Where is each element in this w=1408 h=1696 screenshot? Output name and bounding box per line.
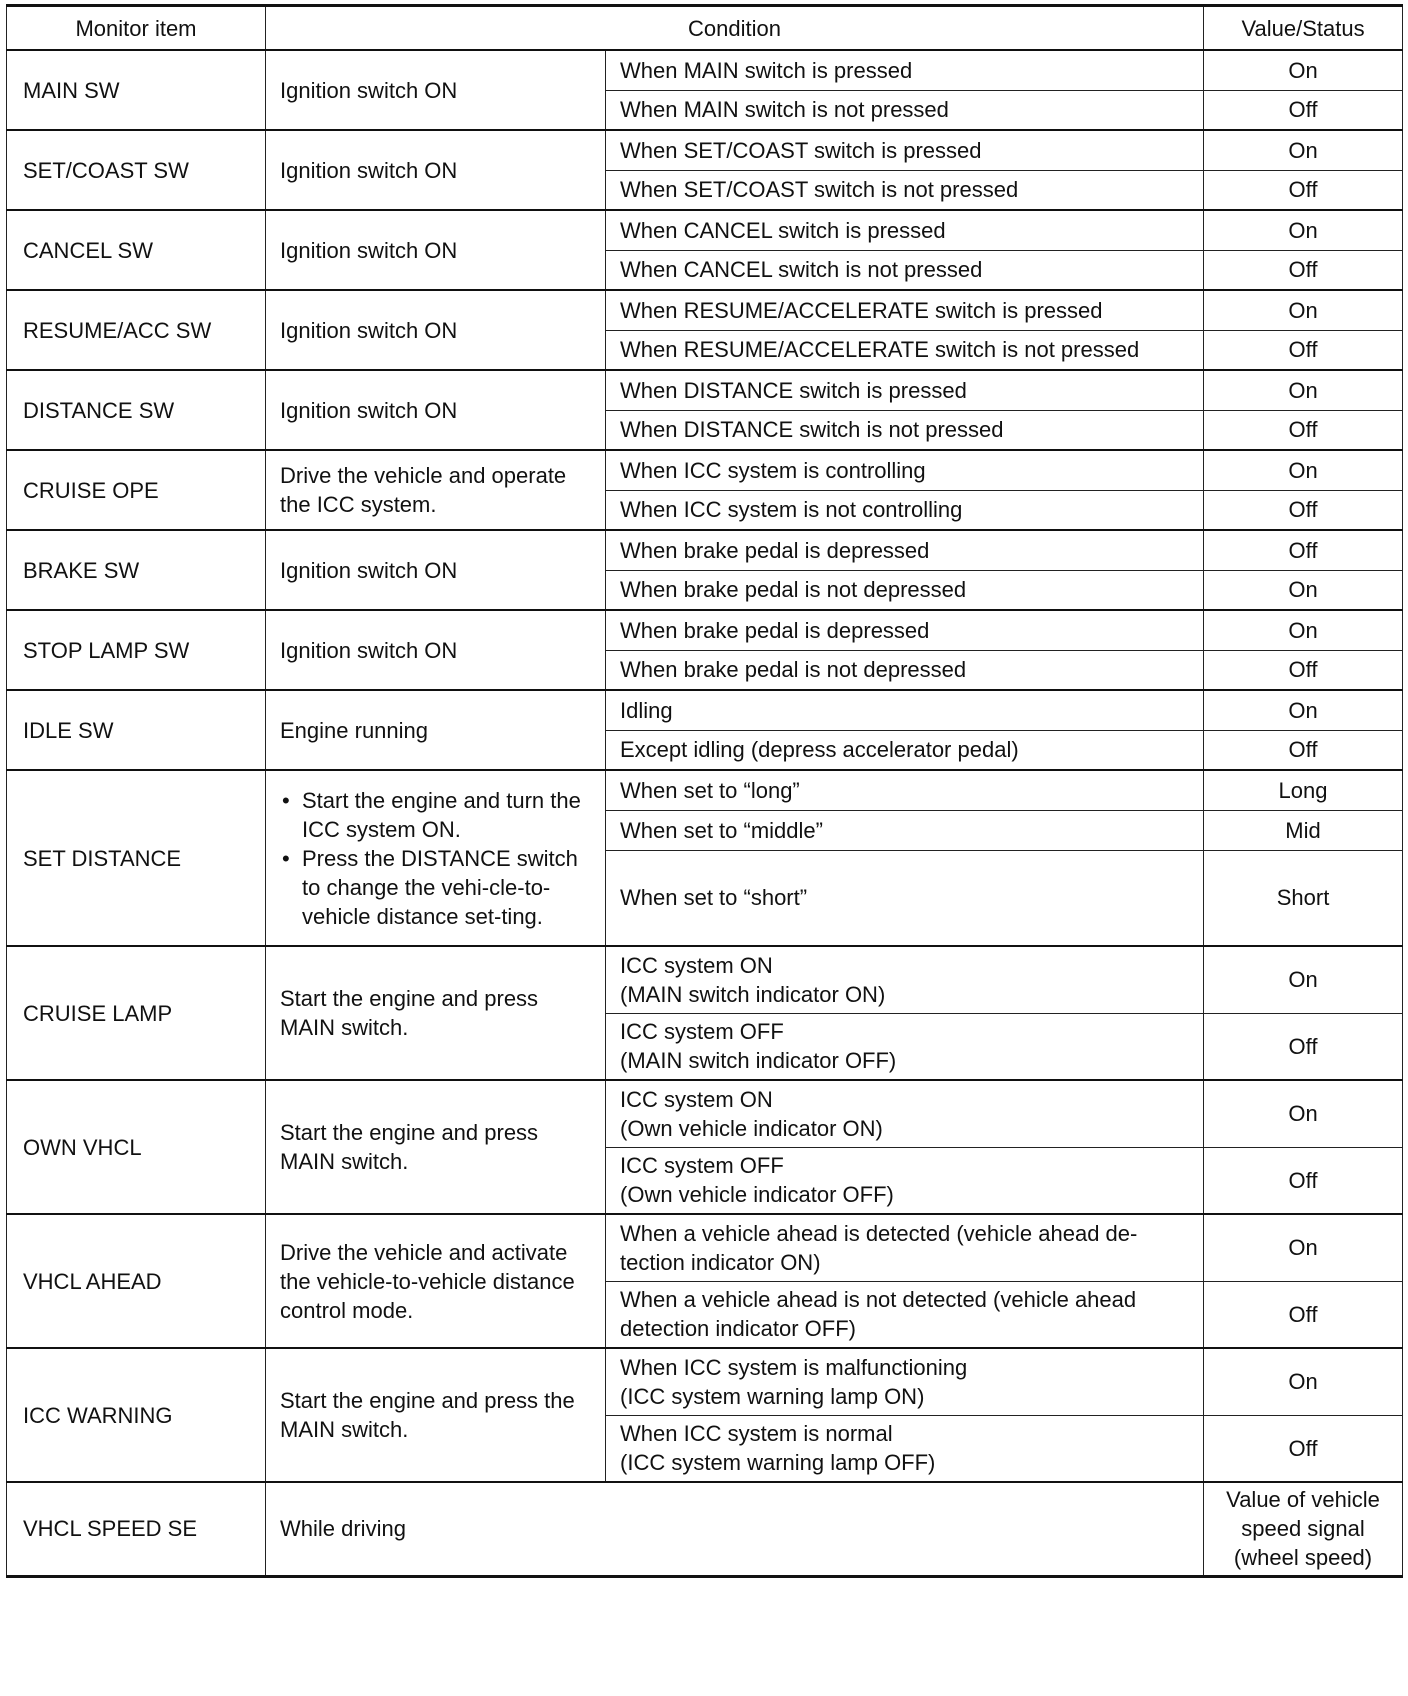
sub-condition-cell: When DISTANCE switch is not pressed [606, 410, 1204, 450]
sub-condition-cell: When MAIN switch is not pressed [606, 90, 1204, 130]
value-status-cell: Off [1204, 330, 1403, 370]
value-status-cell: Off [1204, 1281, 1403, 1348]
monitor-item-cell: CRUISE OPE [7, 450, 266, 530]
table-row [7, 370, 1403, 410]
condition-cell: Ignition switch ON [266, 130, 606, 210]
table-row [7, 690, 1403, 730]
value-status-cell: On [1204, 610, 1403, 650]
condition-bullet-list [280, 786, 591, 931]
value-status-cell: On [1204, 570, 1403, 610]
table-row [7, 1482, 1403, 1576]
value-status-cell: On [1204, 946, 1403, 1013]
sub-condition-cell: When MAIN switch is pressed [606, 50, 1204, 90]
value-status-cell: Off [1204, 250, 1403, 290]
condition-cell: Ignition switch ON [266, 370, 606, 450]
condition-cell: Ignition switch ON [266, 610, 606, 690]
condition-cell: Ignition switch ON [266, 210, 606, 290]
sub-condition-cell: When set to “middle” [606, 810, 1204, 850]
value-status-cell: On [1204, 1080, 1403, 1147]
table-row [7, 1214, 1403, 1281]
sub-condition-cell: When SET/COAST switch is pressed [606, 130, 1204, 170]
monitor-item-cell: MAIN SW [7, 50, 266, 130]
condition-cell: Ignition switch ON [266, 50, 606, 130]
table-row [7, 50, 1403, 90]
sub-condition-cell: ICC system ON (MAIN switch indicator ON) [606, 946, 1204, 1013]
sub-condition-cell: When CANCEL switch is not pressed [606, 250, 1204, 290]
monitor-item-cell: BRAKE SW [7, 530, 266, 610]
table-row [7, 770, 1403, 810]
value-status-cell: Mid [1204, 810, 1403, 850]
sub-condition-cell: When ICC system is not controlling [606, 490, 1204, 530]
sub-condition-cell: When DISTANCE switch is pressed [606, 370, 1204, 410]
condition-cell: While driving [266, 1482, 1204, 1576]
sub-condition-cell: When ICC system is normal (ICC system warning lamp OFF) [606, 1415, 1204, 1482]
sub-condition-cell: When brake pedal is not depressed [606, 650, 1204, 690]
condition-cell: Start the engine and press MAIN switch. [266, 1080, 606, 1214]
condition-cell [266, 770, 606, 946]
value-status-cell: Off [1204, 170, 1403, 210]
monitor-item-cell: OWN VHCL [7, 1080, 266, 1214]
table-row [7, 946, 1403, 1013]
monitor-item-cell: ICC WARNING [7, 1348, 266, 1482]
condition-cell: Ignition switch ON [266, 530, 606, 610]
value-status-cell: On [1204, 370, 1403, 410]
sub-condition-cell: When brake pedal is not depressed [606, 570, 1204, 610]
table-row [7, 610, 1403, 650]
sub-condition-cell: ICC system ON (Own vehicle indicator ON) [606, 1080, 1204, 1147]
sub-condition-cell: When a vehicle ahead is not detected (vehicle ahead detection indicator OFF) [606, 1281, 1204, 1348]
table-row [7, 210, 1403, 250]
sub-condition-cell: When ICC system is malfunctioning (ICC system warning lamp ON) [606, 1348, 1204, 1415]
monitor-item-cell: IDLE SW [7, 690, 266, 770]
value-status-cell: Off [1204, 650, 1403, 690]
value-status-cell: Off [1204, 1013, 1403, 1080]
sub-condition-cell: When brake pedal is depressed [606, 610, 1204, 650]
header-value-status: Value/Status [1204, 6, 1403, 51]
value-status-cell: On [1204, 210, 1403, 250]
header-monitor-item: Monitor item [7, 6, 266, 51]
value-status-cell: On [1204, 130, 1403, 170]
monitor-item-cell: DISTANCE SW [7, 370, 266, 450]
table-row [7, 290, 1403, 330]
sub-condition-cell: When SET/COAST switch is not pressed [606, 170, 1204, 210]
monitor-item-cell: CANCEL SW [7, 210, 266, 290]
condition-bullet: • Start the engine and turn the ICC system ON. [280, 786, 591, 844]
value-status-cell: Short [1204, 850, 1403, 946]
value-status-cell: On [1204, 450, 1403, 490]
value-status-cell: On [1204, 690, 1403, 730]
table-row [7, 1348, 1403, 1415]
sub-condition-cell: When RESUME/ACCELERATE switch is not pressed [606, 330, 1204, 370]
value-status-cell: On [1204, 50, 1403, 90]
sub-condition-cell: When a vehicle ahead is detected (vehicle ahead de- tection indicator ON) [606, 1214, 1204, 1281]
monitor-item-cell: VHCL AHEAD [7, 1214, 266, 1348]
sub-condition-cell: Idling [606, 690, 1204, 730]
sub-condition-cell: When ICC system is controlling [606, 450, 1204, 490]
value-status-cell: Off [1204, 90, 1403, 130]
sub-condition-cell: Except idling (depress accelerator pedal) [606, 730, 1204, 770]
value-status-cell: Off [1204, 410, 1403, 450]
sub-condition-cell: When set to “long” [606, 770, 1204, 810]
monitor-item-cell: SET DISTANCE [7, 770, 266, 946]
header-condition: Condition [266, 6, 1204, 51]
value-status-cell: Off [1204, 1147, 1403, 1214]
table-row [7, 130, 1403, 170]
value-status-cell: Off [1204, 1415, 1403, 1482]
sub-condition-cell: ICC system OFF (MAIN switch indicator OFF) [606, 1013, 1204, 1080]
value-status-cell: On [1204, 1214, 1403, 1281]
sub-condition-cell: ICC system OFF (Own vehicle indicator OFF) [606, 1147, 1204, 1214]
table-row [7, 1080, 1403, 1147]
value-status-cell: Off [1204, 530, 1403, 570]
table-body [7, 50, 1403, 1576]
condition-cell: Engine running [266, 690, 606, 770]
table-header-row [7, 6, 1403, 51]
condition-cell: Drive the vehicle and operate the ICC system. [266, 450, 606, 530]
value-status-cell: Value of vehicle speed signal (wheel speed) [1204, 1482, 1403, 1576]
value-status-cell: Long [1204, 770, 1403, 810]
table-row [7, 450, 1403, 490]
condition-cell: Start the engine and press MAIN switch. [266, 946, 606, 1080]
value-status-cell: Off [1204, 730, 1403, 770]
monitor-item-cell: RESUME/ACC SW [7, 290, 266, 370]
monitor-item-cell: SET/COAST SW [7, 130, 266, 210]
value-status-cell: Off [1204, 490, 1403, 530]
value-status-cell: On [1204, 1348, 1403, 1415]
sub-condition-cell: When set to “short” [606, 850, 1204, 946]
monitor-item-cell: STOP LAMP SW [7, 610, 266, 690]
monitor-item-cell: CRUISE LAMP [7, 946, 266, 1080]
value-status-cell: On [1204, 290, 1403, 330]
monitor-item-cell: VHCL SPEED SE [7, 1482, 266, 1576]
condition-cell: Ignition switch ON [266, 290, 606, 370]
condition-bullet: • Press the DISTANCE switch to change the vehi-cle-to-vehicle distance set-ting. [280, 844, 591, 931]
sub-condition-cell: When RESUME/ACCELERATE switch is pressed [606, 290, 1204, 330]
table-row [7, 530, 1403, 570]
sub-condition-cell: When CANCEL switch is pressed [606, 210, 1204, 250]
sub-condition-cell: When brake pedal is depressed [606, 530, 1204, 570]
condition-cell: Start the engine and press the MAIN switch. [266, 1348, 606, 1482]
monitor-table [6, 4, 1403, 1578]
condition-cell: Drive the vehicle and activate the vehicle-to-vehicle distance control mode. [266, 1214, 606, 1348]
